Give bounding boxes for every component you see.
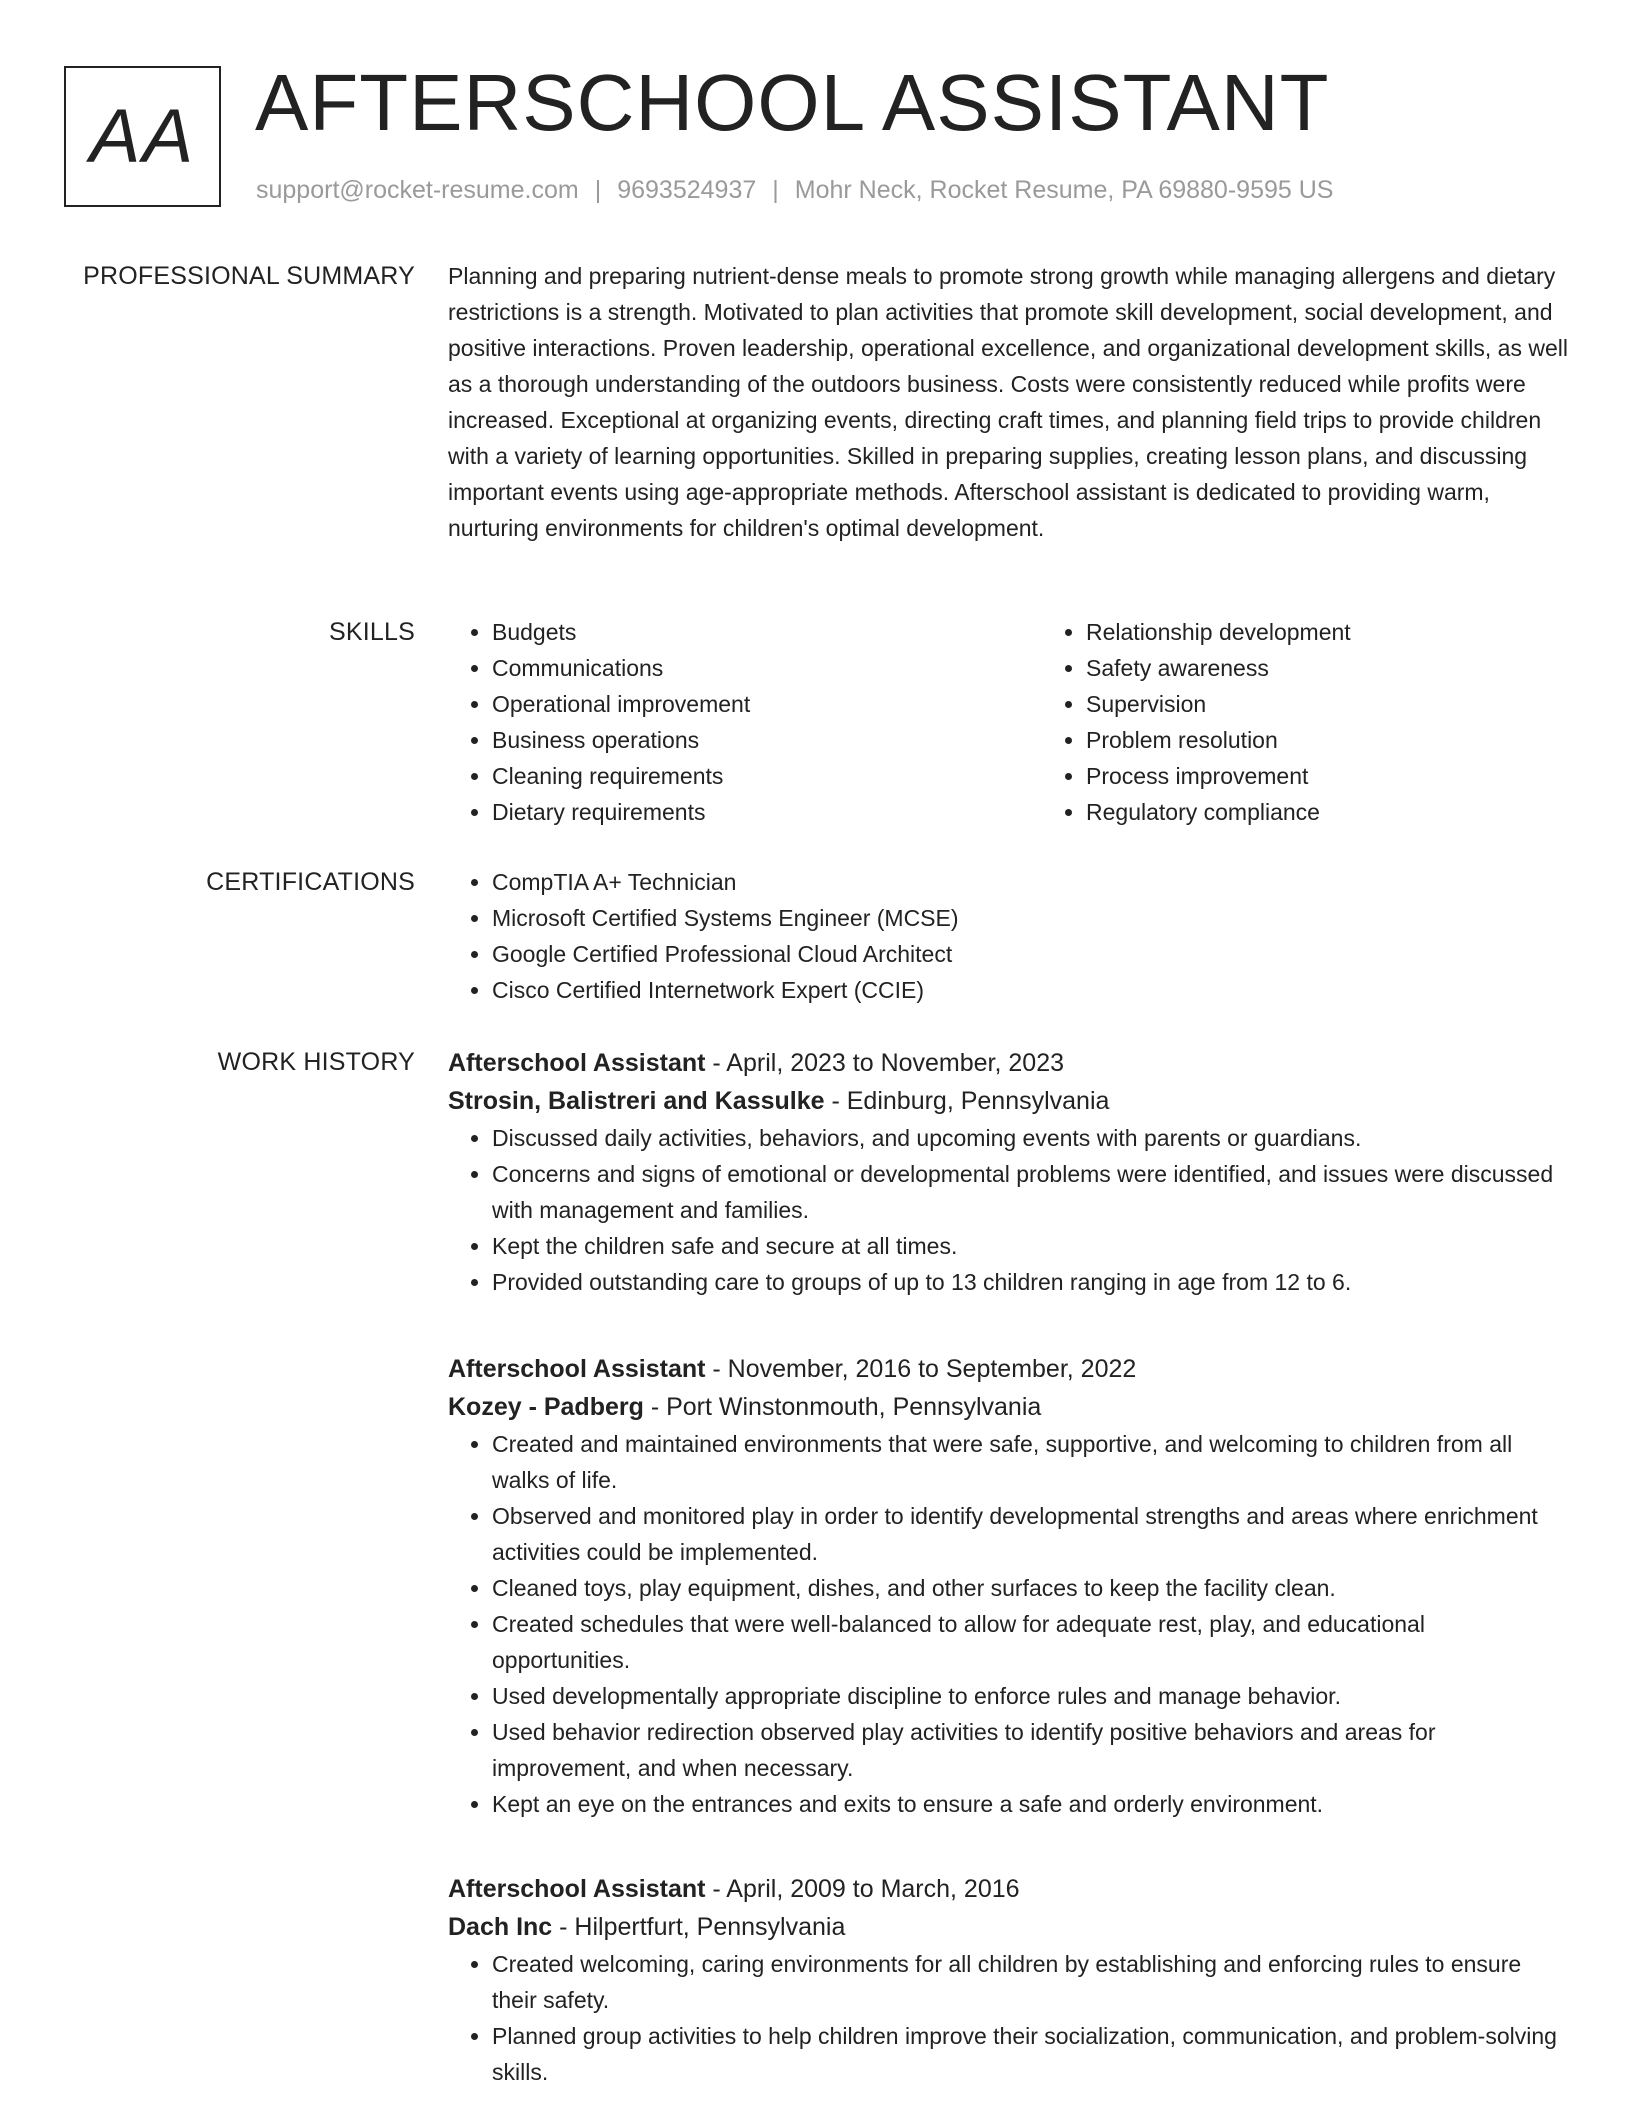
list-item: • Communications	[492, 650, 1042, 686]
job-dates: - April, 2009 to March, 2016	[705, 1875, 1020, 1903]
contact-address: Mohr Neck, Rocket Resume, PA 69880-9595 US	[794, 176, 1334, 204]
list-item: • Provided outstanding care to groups of up to 13 children ranging in age from 12 to 6.	[492, 1264, 1568, 1300]
job-title-line	[448, 1350, 1568, 1388]
skills-list-left	[448, 614, 1042, 830]
certifications-list	[448, 864, 1568, 1008]
job-title: Afterschool Assistant	[448, 1875, 706, 1903]
job-title: Afterschool Assistant	[448, 1049, 706, 1077]
list-item: • Kept the children safe and secure at all times.	[492, 1228, 1568, 1264]
job-entry	[448, 1870, 1568, 2090]
contact-line	[256, 174, 1333, 206]
list-item: • Problem resolution	[1086, 722, 1632, 758]
list-item: • Operational improvement	[492, 686, 1042, 722]
list-item: • Created schedules that were well-balanced to allow for adequate rest, play, and educational opportunities.	[492, 1606, 1568, 1678]
job-company: Kozey - Padberg	[448, 1393, 644, 1421]
list-item: • Budgets	[492, 614, 1042, 650]
contact-separator: |	[594, 176, 602, 204]
contact-separator: |	[772, 176, 779, 204]
skills-body	[448, 614, 1568, 830]
monogram-badge	[64, 66, 221, 207]
list-item: • Used behavior redirection observed play activities to identify positive behaviors and areas for improvement, and when necessary.	[492, 1714, 1568, 1786]
list-item: • Concerns and signs of emotional or developmental problems were identified, and issues were discussed with management and families.	[492, 1156, 1568, 1228]
job-company-line	[448, 1082, 1568, 1120]
skills-list-right	[1042, 614, 1632, 830]
job-duties-list	[448, 1426, 1568, 1822]
job-company: Dach Inc	[448, 1913, 553, 1941]
skills-heading: SKILLS	[329, 618, 415, 646]
list-item: • Created and maintained environments that were safe, supportive, and welcoming to children from all walks of life.	[492, 1426, 1568, 1498]
candidate-name: AFTERSCHOOL ASSISTANT	[255, 58, 1330, 147]
monogram-text: AA	[89, 94, 196, 179]
job-title: Afterschool Assistant	[448, 1355, 706, 1383]
list-item: • CompTIA A+ Technician	[492, 864, 1568, 900]
list-item: • Created welcoming, caring environments for all children by establishing and enforcing rules to ensure their safety.	[492, 1946, 1568, 2018]
job-dates: - April, 2023 to November, 2023	[705, 1049, 1065, 1077]
job-location: - Edinburg, Pennsylvania	[824, 1087, 1110, 1115]
summary-heading: PROFESSIONAL SUMMARY	[83, 262, 415, 290]
list-item: • Business operations	[492, 722, 1042, 758]
certifications-body	[448, 864, 1568, 1008]
list-item: • Discussed daily activities, behaviors, and upcoming events with parents or guardians.	[492, 1120, 1568, 1156]
job-company: Strosin, Balistreri and Kassulke	[448, 1087, 825, 1115]
list-item: • Safety awareness	[1086, 650, 1632, 686]
list-item: • Google Certified Professional Cloud Architect	[492, 936, 1568, 972]
job-title-line	[448, 1870, 1568, 1908]
job-dates: - November, 2016 to September, 2022	[705, 1355, 1137, 1383]
contact-phone[interactable]: 9693524937	[617, 176, 757, 204]
job-company-line	[448, 1388, 1568, 1426]
job-location: - Port Winstonmouth, Pennsylvania	[643, 1393, 1042, 1421]
job-duties-list	[448, 1946, 1568, 2090]
list-item: • Process improvement	[1086, 758, 1632, 794]
list-item: • Cisco Certified Internetwork Expert (CCIE)	[492, 972, 1568, 1008]
list-item: • Kept an eye on the entrances and exits to ensure a safe and orderly environment.	[492, 1786, 1568, 1822]
job-location: - Hilpertfurt, Pennsylvania	[552, 1913, 846, 1941]
list-item: • Dietary requirements	[492, 794, 1042, 830]
summary-text: Planning and preparing nutrient-dense meals to promote strong growth while managing allergens and dietary restrictions is a strength. Motivated to plan activities that promote skill development, social development, and positive interactions. Proven leadership, operational excellence, and organizational development skills, as well as a thorough understanding of the outdoors business. Costs were consistently reduced while profits were increased. Exceptional at organizing events, directing craft times, and planning field trips to provide children with a variety of learning opportunities. Skilled in preparing supplies, creating lesson plans, and discussing important events using age-appropriate methods. Afterschool assistant is dedicated to providing warm, nurturing environments for children's optimal development.	[448, 263, 1568, 541]
contact-email[interactable]: support@rocket-resume.com	[256, 176, 579, 204]
list-item: • Planned group activities to help children improve their socialization, communication, and problem-solving skills.	[492, 2018, 1568, 2090]
certifications-heading: CERTIFICATIONS	[206, 868, 415, 896]
list-item: • Regulatory compliance	[1086, 794, 1632, 830]
list-item: • Cleaned toys, play equipment, dishes, and other surfaces to keep the facility clean.	[492, 1570, 1568, 1606]
work-history-heading: WORK HISTORY	[217, 1048, 415, 1076]
list-item: • Relationship development	[1086, 614, 1632, 650]
job-duties-list	[448, 1120, 1568, 1300]
job-title-line	[448, 1044, 1568, 1082]
list-item: • Used developmentally appropriate discipline to enforce rules and manage behavior.	[492, 1678, 1568, 1714]
list-item: • Observed and monitored play in order to identify developmental strengths and areas where enrichment activities could be implemented.	[492, 1498, 1568, 1570]
list-item: • Supervision	[1086, 686, 1632, 722]
job-entry	[448, 1044, 1568, 1300]
list-item: • Cleaning requirements	[492, 758, 1042, 794]
list-item: • Microsoft Certified Systems Engineer (MCSE)	[492, 900, 1568, 936]
job-entry	[448, 1350, 1568, 1822]
job-company-line	[448, 1908, 1568, 1946]
